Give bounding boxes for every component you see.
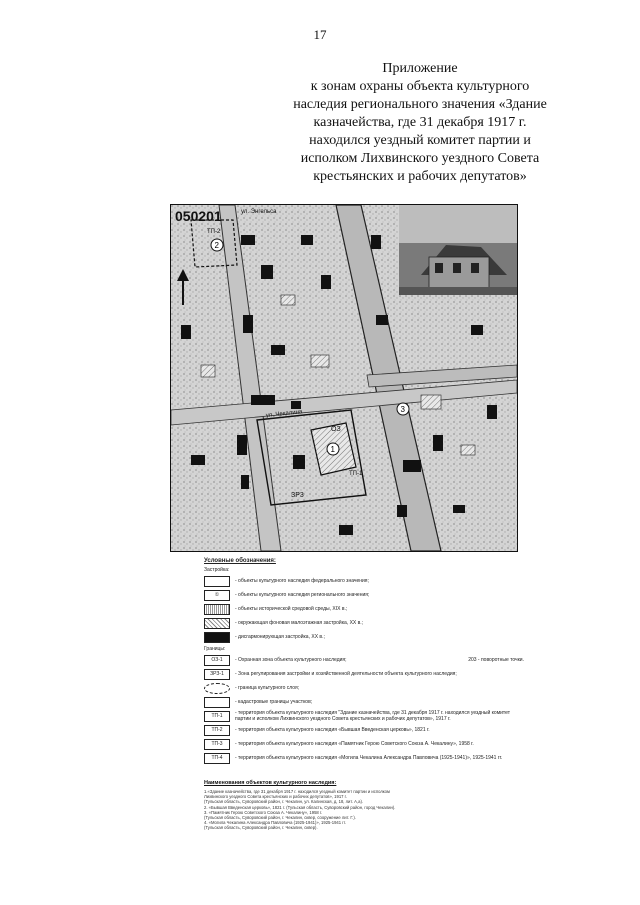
zone-label-oz: ОЗ	[331, 426, 341, 433]
legend-row	[204, 682, 524, 694]
legend-row	[204, 724, 524, 736]
footnote-line: (Тульская область, Суворовский район, г. Чекалин, сквер).	[204, 825, 318, 831]
heading-line: крестьянских и рабочих депутатов»	[313, 169, 527, 184]
legend-text: - территория объекта культурного наследия «Могила Чекалина Александра Павловича (1925-1941)», 1925-1941 гг.	[235, 755, 503, 761]
legend-text: - территория объекта культурного наследия "Здание казначейства, где 31 декабря 1917 г. находился уездный комитет партии и исполком Лихвинского уездного Совета крестьянских и рабочих депутатов», 1917 г.	[235, 710, 511, 722]
legend-items	[204, 575, 524, 643]
legend-text: - Зона регулирования застройки и хозяйственной деятельности объекта культурного наследия;	[235, 671, 457, 677]
legend-text: - территория объекта культурного наследия «Памятник Герою Советского Союза А. Чекалину», 1958 г.	[235, 741, 474, 747]
legend-text: - объекты культурного наследия федерального значения;	[235, 578, 369, 584]
legend-borders-label: Границы:	[204, 646, 226, 652]
heading-line: исполком Лихвинского уездного Совета	[300, 151, 540, 166]
map-legend	[204, 558, 524, 766]
building-photo-inset	[399, 205, 517, 295]
legend-text: - объекты культурного наследия регионального значения;	[235, 592, 370, 598]
legend-row	[204, 617, 524, 629]
footnote-line: Лихвинского уездного Совета крестьянских и рабочих депутатов», 1917 г.	[204, 794, 347, 800]
legend-text: - окружающая фоновая малоэтажная застройка, XX в.;	[235, 620, 364, 626]
legend-title: Условные обозначения:	[204, 558, 276, 564]
legend-row	[204, 603, 524, 615]
legend-row	[204, 589, 524, 601]
legend-swatch	[204, 683, 230, 694]
legend-borders	[204, 654, 524, 764]
appendix-heading	[250, 60, 590, 186]
legend-text: - территория объекта культурного наследия «Бывшая Введенская церковь», 1821 г.	[235, 727, 430, 733]
heading-line: казначейства, где 31 декабря 1917 г.	[313, 115, 527, 130]
protection-zone-map	[170, 204, 518, 552]
legend-text: - граница культурного слоя;	[235, 685, 300, 691]
legend-swatch: ТП-2	[204, 725, 230, 736]
legend-swatch	[204, 632, 230, 643]
footnote-line: (Тульская область, Суворовский район, г. Чекалин, сквер, сооружение лит. Г.).	[204, 815, 356, 821]
legend-buildings-label: Застройка:	[204, 567, 230, 573]
heading-line: к зонам охраны объекта культурного	[310, 79, 530, 94]
object-names-footnotes	[204, 780, 514, 831]
zone-label-tp2: ТП-2	[207, 229, 221, 235]
footnote-lines	[204, 789, 514, 831]
heading-line: находился уездный комитет партии и	[309, 133, 531, 148]
object-mark-3: 3	[400, 405, 405, 414]
legend-swatch: ЗРЗ-1	[204, 669, 230, 680]
legend-row	[204, 710, 524, 722]
legend-row	[204, 654, 524, 666]
legend-row	[204, 575, 524, 587]
legend-extra: 203 - поворотные точки.	[468, 657, 524, 663]
legend-swatch	[204, 604, 230, 615]
legend-text: - дисгармонирующая застройка, XX в.;	[235, 634, 325, 640]
footnote-line: 2. «Бывшая Введенская церковь», 1821 г. (Тульская область, Суворовский район, город Чекалин).	[204, 804, 396, 810]
heading-line: наследия регионального значения «Здание	[293, 97, 547, 112]
cadastral-number: 050201	[175, 208, 222, 224]
legend-swatch	[204, 618, 230, 629]
footnotes-title: Наименования объектов культурного наследия:	[204, 780, 337, 786]
legend-swatch: ТП-4	[204, 753, 230, 764]
footnote-line: 4. «Могила Чекалина Александра Павловича (1925-1941)», 1925-1941 гг.	[204, 820, 346, 826]
legend-text: - кадастровые границы участков;	[235, 699, 313, 705]
footnote-line: 1.«Здание казначейства, где 31 декабря 1917 г. находился уездный комитет партии и исполком	[204, 789, 390, 794]
street-label-chekalina: ул. Чекалина	[265, 409, 303, 419]
legend-row	[204, 631, 524, 643]
street-label-engelsa: ул. Энгельса	[241, 209, 277, 215]
legend-row	[204, 668, 524, 680]
footnote-line: 3. «Памятник Герою Советского Союза А. Чекалину», 1958 г.	[204, 809, 323, 815]
object-mark-1: 1	[330, 445, 335, 454]
legend-swatch: ТП-3	[204, 739, 230, 750]
map-canvas	[171, 205, 517, 551]
page-number: 17	[313, 27, 327, 42]
legend-text: - объекты исторической средовой среды, XIX в.;	[235, 606, 348, 612]
legend-swatch	[204, 697, 230, 708]
legend-swatch: ①	[204, 590, 230, 601]
footnote-line: (Тульская область, Суворовский район, г. Чекалин, ул. Калинская, д. 18, лит. А,а).	[204, 799, 364, 805]
zone-label-tp1: ТП-1	[349, 471, 363, 477]
legend-swatch: ТП-1	[204, 711, 230, 722]
legend-row	[204, 738, 524, 750]
zone-label-zrz: ЗР3	[291, 492, 304, 499]
heading-line: Приложение	[382, 61, 458, 76]
legend-row	[204, 752, 524, 764]
legend-swatch	[204, 576, 230, 587]
legend-text: - Охранная зона объекта культурного наследия;	[235, 657, 347, 663]
legend-row	[204, 696, 524, 708]
legend-swatch: ОЗ-1	[204, 655, 230, 666]
object-mark-2: 2	[214, 241, 219, 250]
